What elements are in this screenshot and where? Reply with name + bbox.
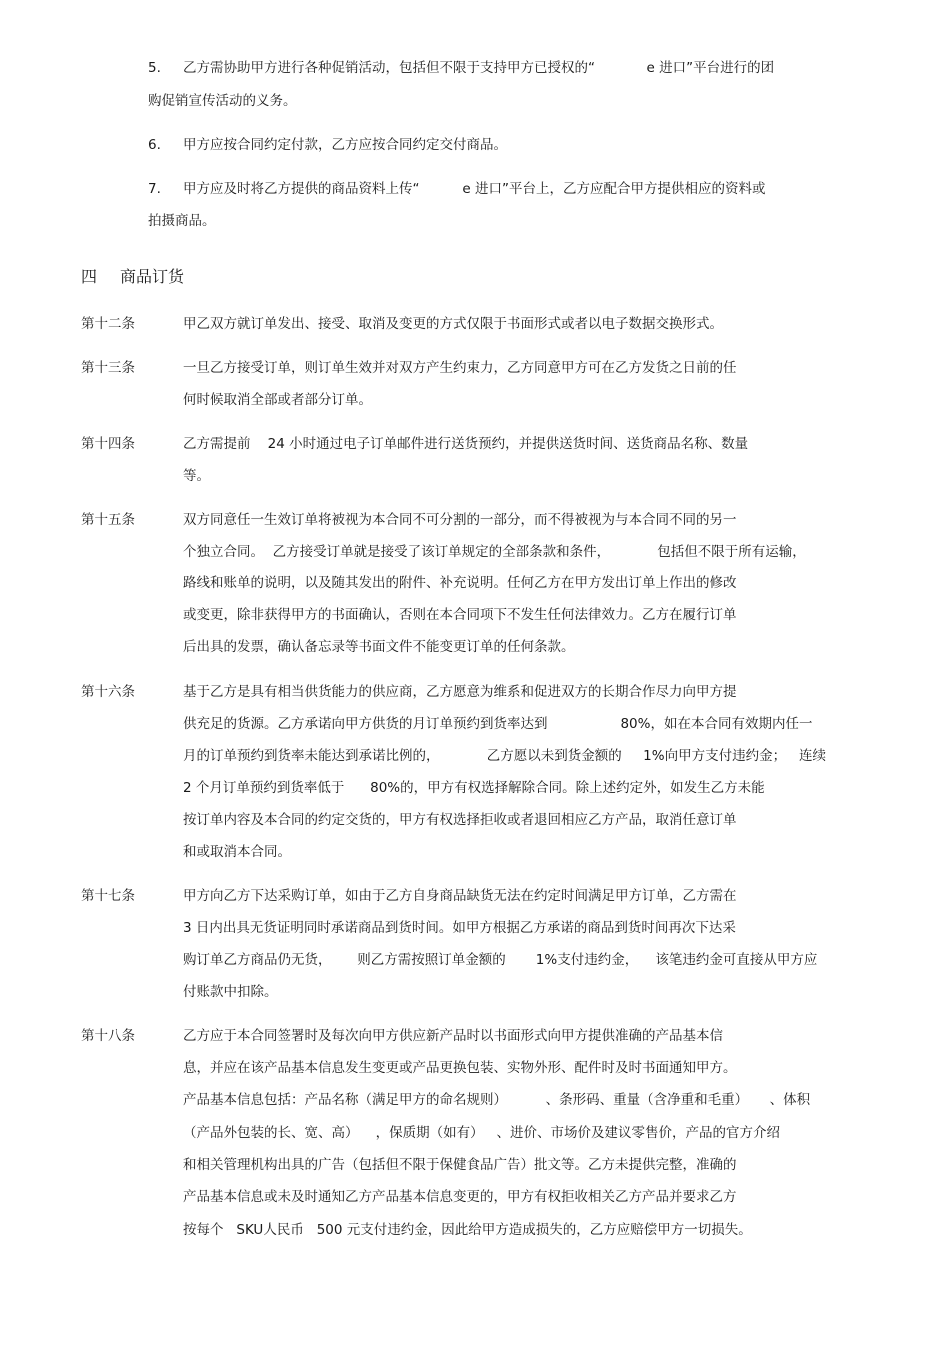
article-label: 第十四条 [81,436,135,452]
article-label: 第十六条 [81,684,135,700]
article-label: 第十五条 [81,512,135,528]
article-text-line: 双方同意任一生效订单将被视为本合同不可分割的一部分，而不得被视为与本合同不同的另一 [183,512,737,528]
article-text-line: 付账款中扣除。 [183,984,278,1000]
article-text-line: 何时候取消全部或者部分订单。 [183,392,372,408]
article-text-line: 甲乙双方就订单发出、接受、取消及变更的方式仅限于书面形式或者以电子数据交换形式。 [183,316,723,332]
article-text-line: 3 日内出具无货证明同时承诺商品到货时间。如甲方根据乙方承诺的商品到货时间再次下达采 [183,920,736,936]
article-text-line: 供充足的货源。乙方承诺向甲方供货的月订单预约到货率达到 80%，如在本合同有效期内任一 [183,716,813,732]
article-text-line: 乙方应于本合同签署时及每次向甲方供应新产品时以书面形式向甲方提供准确的产品基本信 [183,1028,723,1044]
item-text-line: 甲方应及时将乙方提供的商品资料上传“ e 进口”平台上，乙方应配合甲方提供相应的资料或 [183,181,766,197]
article-text-line: 息，并应在该产品基本信息发生变更或产品更换包装、实物外形、配件时及时书面通知甲方。 [183,1060,737,1076]
article-text-line: 个独立合同。 乙方接受订单就是接受了该订单规定的全部条款和条件， 包括但不限于所有运输， [183,544,806,560]
item-text-line: 甲方应按合同约定付款，乙方应按合同约定交付商品。 [183,137,507,153]
article-text-line: 产品基本信息包括：产品名称（满足甲方的命名规则） 、条形码、重量（含净重和毛重） 、体积 [183,1092,811,1108]
article-label: 第十八条 [81,1028,135,1044]
article-text-line: 等。 [183,468,210,484]
article-text-line: 基于乙方是具有相当供货能力的供应商，乙方愿意为维系和促进双方的长期合作尽力向甲方提 [183,684,737,700]
article-text-line: 和相关管理机构出具的广告（包括但不限于保健食品广告）批文等。乙方未提供完整，准确的 [183,1157,737,1173]
article-text-line: 月的订单预约到货率未能达到承诺比例的， 乙方愿以未到货金额的 1%向甲方支付违约金； 连续 [183,748,826,764]
article-text-line: 按订单内容及本合同的约定交货的，甲方有权选择拒收或者退回相应乙方产品，取消任意订单 [183,812,737,828]
article-text-line: 乙方需提前 24 小时通过电子订单邮件进行送货预约，并提供送货时间、送货商品名称、数量 [183,436,749,452]
item-number: 7. [148,181,161,197]
article-text-line: 后出具的发票，确认备忘录等书面文件不能变更订单的任何条款。 [183,639,575,655]
article-text-line: 路线和账单的说明，以及随其发出的附件、补充说明。任何乙方在甲方发出订单上作出的修改 [183,575,737,591]
item-text-line: 购促销宣传活动的义务。 [148,93,297,109]
item-text-line: 拍摄商品。 [148,213,216,229]
section-number: 四 [81,267,98,286]
section-title: 商品订货 [120,267,185,286]
article-text-line: 或变更，除非获得甲方的书面确认，否则在本合同项下不发生任何法律效力。乙方在履行订单 [183,607,737,623]
article-text-line: 产品基本信息或未及时通知乙方产品基本信息变更的，甲方有权拒收相关乙方产品并要求乙方 [183,1189,737,1205]
article-text-line: 一旦乙方接受订单，则订单生效并对双方产生约束力，乙方同意甲方可在乙方发货之日前的任 [183,360,737,376]
item-number: 6. [148,137,161,153]
article-text-line: 2 个月订单预约到货率低于 80%的，甲方有权选择解除合同。除上述约定外，如发生乙方未能 [183,780,765,796]
article-label: 第十三条 [81,360,135,376]
item-number: 5. [148,60,161,76]
item-text-line: 乙方需协助甲方进行各种促销活动，包括但不限于支持甲方已授权的“ e 进口”平台进行的团 [183,60,775,76]
article-text-line: 按每个 SKU人民币 500 元支付违约金，因此给甲方造成损失的，乙方应赔偿甲方一切损失。 [183,1222,752,1238]
article-text-line: 甲方向乙方下达采购订单，如由于乙方自身商品缺货无法在约定时间满足甲方订单，乙方需在 [183,888,737,904]
article-text-line: 和或取消本合同。 [183,844,291,860]
article-text-line: 购订单乙方商品仍无货， 则乙方需按照订单金额的 1%支付违约金， 该笔违约金可直接从甲方应 [183,952,818,968]
article-label: 第十七条 [81,888,135,904]
article-text-line: （产品外包装的长、宽、高） ，保质期（如有） 、进价、市场价及建议零售价，产品的官方介绍 [183,1125,781,1141]
article-label: 第十二条 [81,316,135,332]
